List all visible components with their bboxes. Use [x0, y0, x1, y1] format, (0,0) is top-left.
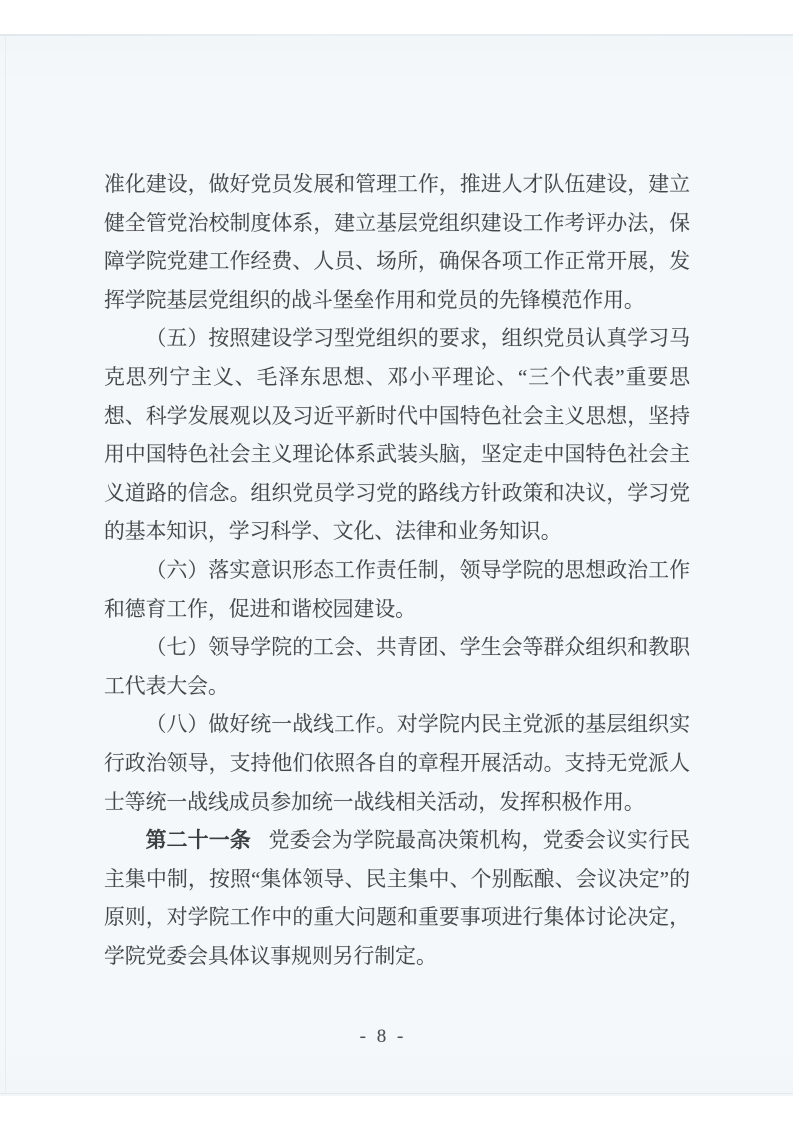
page-number: - 8 - [359, 1026, 407, 1047]
paragraph-continuation: 准化建设，做好党员发展和管理工作，推进人才队伍建设，建立健全管党治校制度体系，建立基层党组织建设工作考评办法，保障学院党建工作经费、人员、场所，确保各项工作正常开展，发挥学院基层党组织的战斗堡垒作用和党员的先锋模范作用。 [104, 173, 690, 312]
paragraph-article-21 [104, 822, 690, 976]
scan-edge-top [0, 34, 793, 36]
document-body [104, 166, 690, 976]
scan-edge-bottom [0, 1093, 793, 1094]
paragraph-clause-6: （六）落实意识形态工作责任制，领导学院的思想政治工作和德育工作，促进和谐校园建设。 [104, 558, 690, 621]
article-number: 第二十一条 [145, 829, 251, 853]
article-text: 党委会为学院最高决策机构，党委会议实行民主集中制，按照“集体领导、民主集中、个别酝酿、会议决定”的原则，对学院工作中的重大问题和重要事项进行集体讨论决定，学院党委会具体议事规则另行制定。 [104, 829, 691, 968]
paragraph-clause-8: （八）做好统一战线工作。对学院内民主党派的基层组织实行政治领导，支持他们依照各自的章程开展活动。支持无党派人士等统一战线成员参加统一战线相关活动，发挥积极作用。 [104, 713, 690, 814]
paragraph-clause-7: （七）领导学院的工会、共青团、学生会等群众组织和教职工代表大会。 [104, 636, 690, 698]
paragraph-clause-5: （五）按照建设学习型党组织的要求，组织党员认真学习马克思列宁主义、毛泽东思想、邓小平理论、“三个代表”重要思想、科学发展观以及习近平新时代中国特色社会主义思想，坚持用中国特色社会主义理论体系武装头脑，坚定走中国特色社会主义道路的信念。组织党员学习党的路线方针政策和决议，学习党的基本知识，学习科学、文化、法律和业务知识。 [104, 327, 690, 544]
scan-edge-left [5, 34, 6, 1094]
